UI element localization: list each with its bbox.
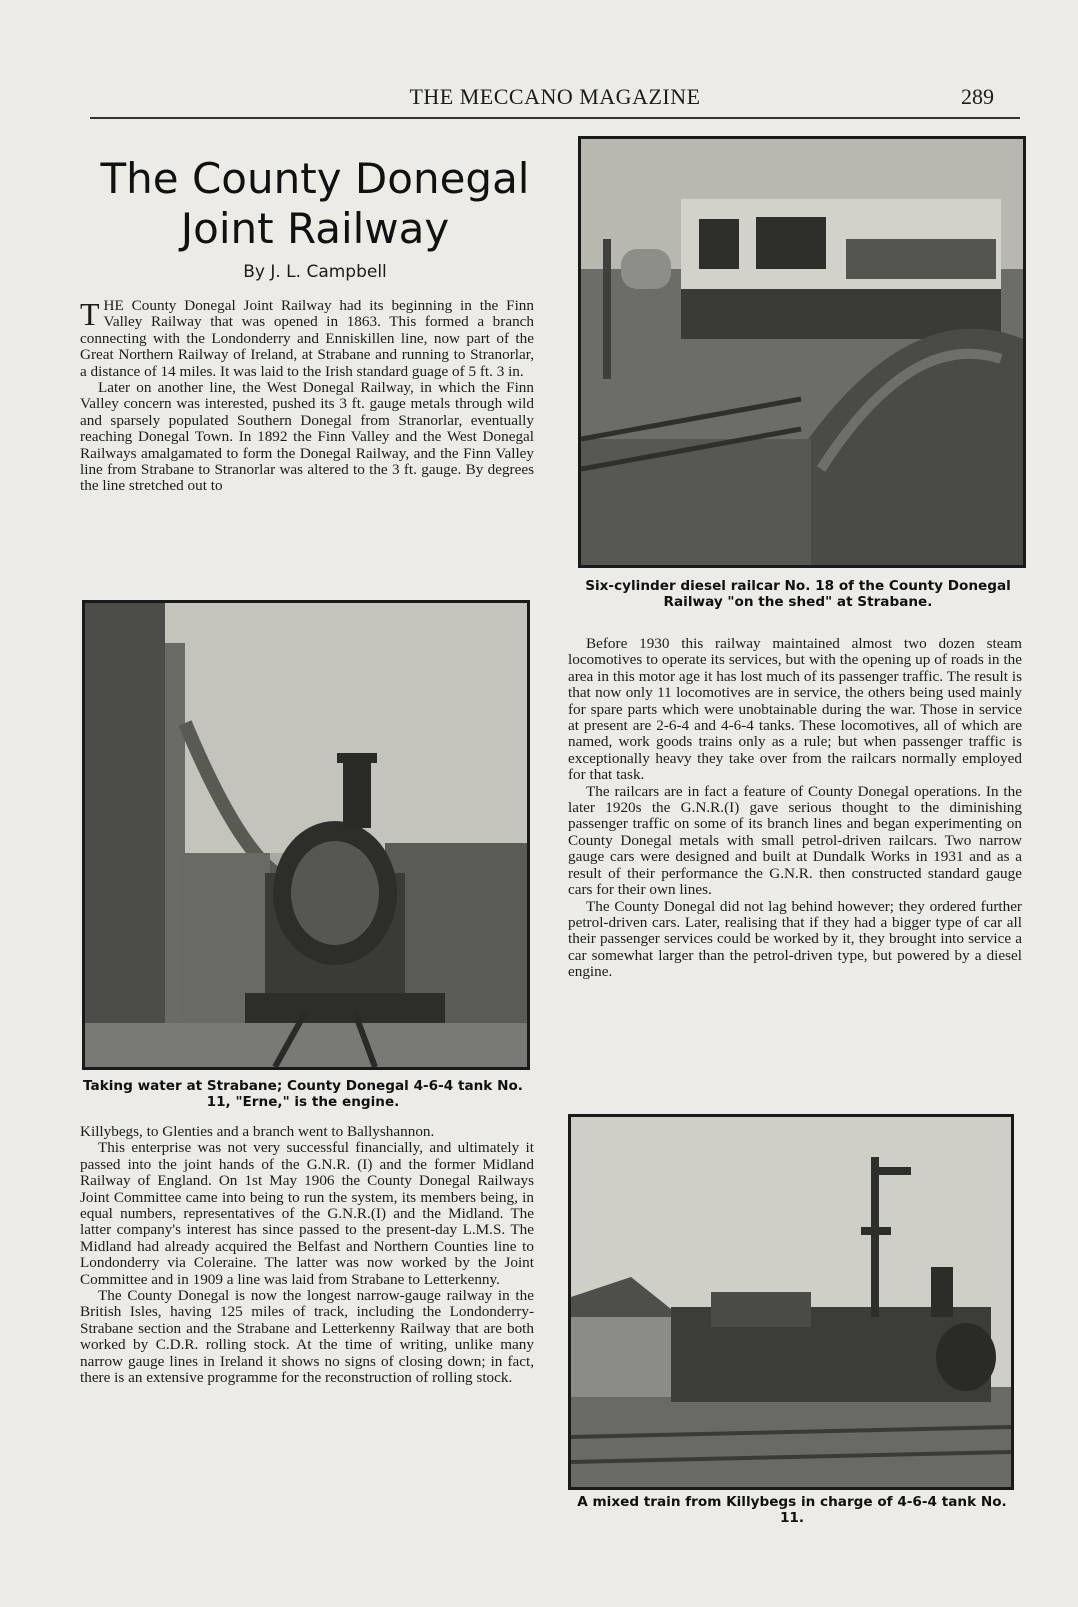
railcar-photo-graphic — [581, 139, 1023, 565]
column-1-bottom-text — [80, 1124, 534, 1534]
column-1-top-text — [80, 298, 534, 568]
paragraph: The County Donegal did not lag behind however; they ordered further petrol-driven cars. Later, realising that if they had a bigger type of car all their passenger services could be worked by it, they brought into service a car somewhat larger than the petrol-driven type, but powered by a diesel engine. — [568, 897, 1022, 981]
caption-mixed-train: A mixed train from Killybegs in charge of 4-6-4 tank No. 11. — [577, 1494, 1007, 1526]
magazine-title: THE MECCANO MAGAZINE — [409, 84, 701, 109]
paragraph: Before 1930 this railway maintained almost two dozen steam locomotives to operate its services, but with the opening up of roads in the area in this motor age it has lost much of its passenger traffic. The result is that now only 11 locomotives are in service, the others being used mainly for spare parts which were unobtainable during the war. Those in service at present are 2-6-4 and 4-6-4 tanks. These locomotives, all of which are named, work goods trains only as a rule; but when passenger traffic is exceptionally heavy they take over from the railcars normally employed for that task. — [568, 635, 1022, 784]
page-number: 289 — [961, 84, 994, 109]
title-line-1: The County Donegal — [100, 154, 530, 203]
drop-cap: T — [80, 296, 100, 332]
paragraph: The railcars are in fact a feature of County Donegal operations. In the later 1920s the G.N.R.(I) gave serious thought to the diminishing passenger traffic on some of its branch lines and began experimenting on County Donegal metals with small petrol-driven railcars. Two narrow gauge cars were designed and built at Dundalk Works in 1931 and as a result of their performance the G.N.R. then constructed standard gauge cars for their own lines. — [568, 782, 1022, 899]
paragraph: Later on another line, the West Donegal Railway, in which the Finn Valley concern was interested, pushed its 3 ft. gauge metals through wild and sparsely populated Southern Donegal from Stranorlar, eventually reaching Donegal Town. In 1892 the Finn Valley and the West Donegal Railways amalgamated to form the Donegal Railway, and the Finn Valley line from Strabane to Stranorlar was altered to the 3 ft. gauge. By degrees the line stretched out to — [80, 379, 534, 495]
paragraph: THE County Donegal Joint Railway had its beginning in the Finn Valley Railway that was opened in 1863. This formed a branch connecting with the Londonderry and Enniskillen line, now part of the Great Northern Railway of Ireland, at Strabane and running to Stranorlar, a distance of 14 miles. It was laid to the Irish standard guage of 5 ft. 3 in. — [80, 296, 534, 380]
article-title — [95, 154, 535, 254]
paragraph: This enterprise was not very successful financially, and ultimately it passed into the joint hands of the G.N.R. (I) and the former Midland Railway of England. On 1st May 1906 the County Donegal Railways Joint Committee came into being to run the system, its members being, in equal numbers, representatives of the G.N.R.(I) and the Midland. The latter company's interest has since passed to the present-day L.M.S. The Midland had already acquired the Belfast and Northern Counties line to Londonderry via Coleraine. The latter was now worked by the Joint Committee and in 1909 a line was laid from Strabane to Letterkenny. — [80, 1139, 534, 1288]
mixed-train-photo-graphic — [571, 1117, 1011, 1487]
article-byline: By J. L. Campbell — [243, 262, 387, 282]
title-line-2: Joint Railway — [180, 204, 450, 253]
column-2-text — [568, 636, 1022, 1094]
photo-diesel-railcar — [578, 136, 1026, 568]
paragraph: The County Donegal is now the longest narrow-gauge railway in the British Isles, having 125 miles of track, including the Londonderry-Strabane section and the Strabane and Letterkenny Railway that are both worked by C.D.R. rolling stock. At the time of writing, unlike many narrow gauge lines in Ireland it shows no signs of closing down; in fact, there is an extensive programme for the reconstruction of rolling stock. — [80, 1287, 534, 1387]
caption-diesel-railcar: Six-cylinder diesel railcar No. 18 of the County Donegal Railway "on the shed" at Strabane. — [585, 578, 1011, 610]
locomotive-photo-graphic — [85, 603, 527, 1067]
page-header — [90, 80, 1020, 120]
caption-tank-engine: Taking water at Strabane; County Donegal 4-6-4 tank No. 11, "Erne," is the engine. — [83, 1078, 523, 1110]
header-rule — [90, 117, 1020, 119]
paragraph: Killybegs, to Glenties and a branch went to Ballyshannon. — [80, 1123, 435, 1140]
photo-tank-engine-taking-water — [82, 600, 530, 1070]
photo-mixed-train — [568, 1114, 1014, 1490]
